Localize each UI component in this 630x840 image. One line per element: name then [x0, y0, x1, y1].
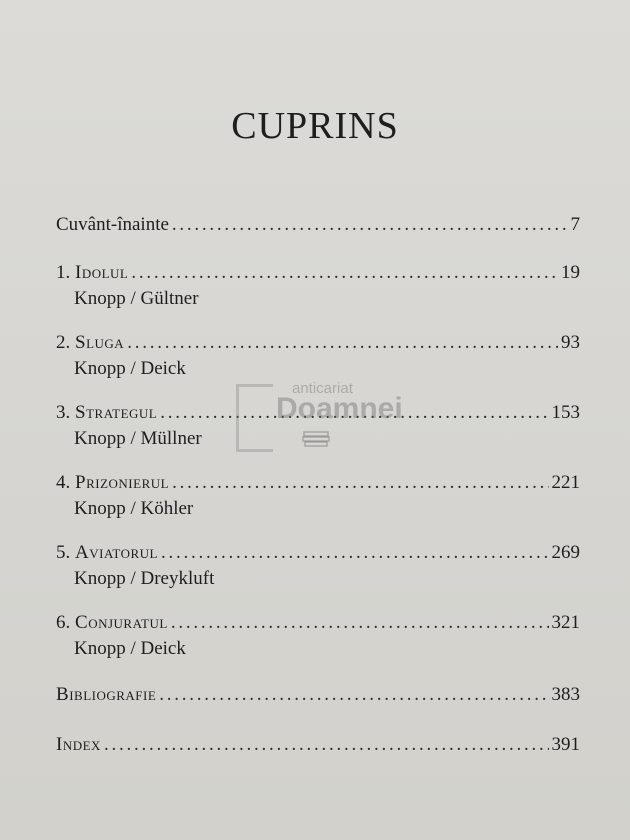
toc-entry-label: 6. Conjuratul	[56, 612, 168, 633]
toc-entry-authors: Knopp / Gültner	[74, 288, 199, 309]
toc-entry-chapter-3	[56, 402, 580, 424]
toc-leader-dots	[161, 542, 549, 564]
toc-entry-page: 391	[551, 734, 580, 755]
toc-leader-dots	[172, 214, 568, 236]
toc-entry-label: 3. Strategul	[56, 402, 158, 423]
toc-entry-label: 1. Idolul	[56, 262, 129, 283]
toc-entry-page: 19	[561, 262, 580, 283]
toc-entry-chapter-2	[56, 332, 580, 354]
toc-entry-chapter-4	[56, 472, 580, 494]
toc-leader-dots	[159, 684, 548, 706]
toc-entry-index	[56, 734, 580, 756]
toc-entry-page: 383	[551, 684, 580, 705]
watermark-top-text: anticariat	[292, 380, 353, 397]
toc-entry-page: 93	[561, 332, 580, 353]
toc-entry-page: 7	[570, 214, 580, 235]
toc-entry-authors: Knopp / Dreykluft	[74, 568, 215, 589]
toc-entry-label: 4. Prizonierul	[56, 472, 170, 493]
toc-entry-authors: Knopp / Deick	[74, 638, 186, 659]
toc-entry-label: 5. Aviatorul	[56, 542, 158, 563]
toc-entry-page: 221	[551, 472, 580, 493]
toc-leader-dots	[171, 612, 549, 634]
toc-entry-foreword	[56, 214, 580, 236]
toc-entry-authors: Knopp / Deick	[74, 358, 186, 379]
toc-leader-dots	[160, 402, 548, 424]
toc-entry-label: Cuvânt-înainte	[56, 214, 169, 235]
page-title: CUPRINS	[231, 105, 399, 147]
toc-entry-label: Index	[56, 734, 101, 755]
toc-leader-dots	[131, 262, 558, 284]
toc-leader-dots	[104, 734, 549, 756]
book-stack-icon	[302, 430, 330, 448]
toc-leader-dots	[127, 332, 558, 354]
toc-entry-label: 2. Sluga	[56, 332, 125, 353]
toc-entry-chapter-6	[56, 612, 580, 634]
toc-entry-label: Bibliografie	[56, 684, 157, 705]
toc-entry-chapter-1	[56, 262, 580, 284]
toc-entry-authors: Knopp / Müllner	[74, 428, 202, 449]
toc-entry-chapter-5	[56, 542, 580, 564]
toc-entry-authors: Knopp / Köhler	[74, 498, 194, 519]
toc-entry-page: 269	[551, 542, 580, 563]
toc-entry-page: 321	[551, 612, 580, 633]
toc-entry-page: 153	[551, 402, 580, 423]
toc-entry-bibliography	[56, 684, 580, 706]
toc-leader-dots	[172, 472, 548, 494]
watermark-main-text: Doamnei	[276, 392, 403, 425]
